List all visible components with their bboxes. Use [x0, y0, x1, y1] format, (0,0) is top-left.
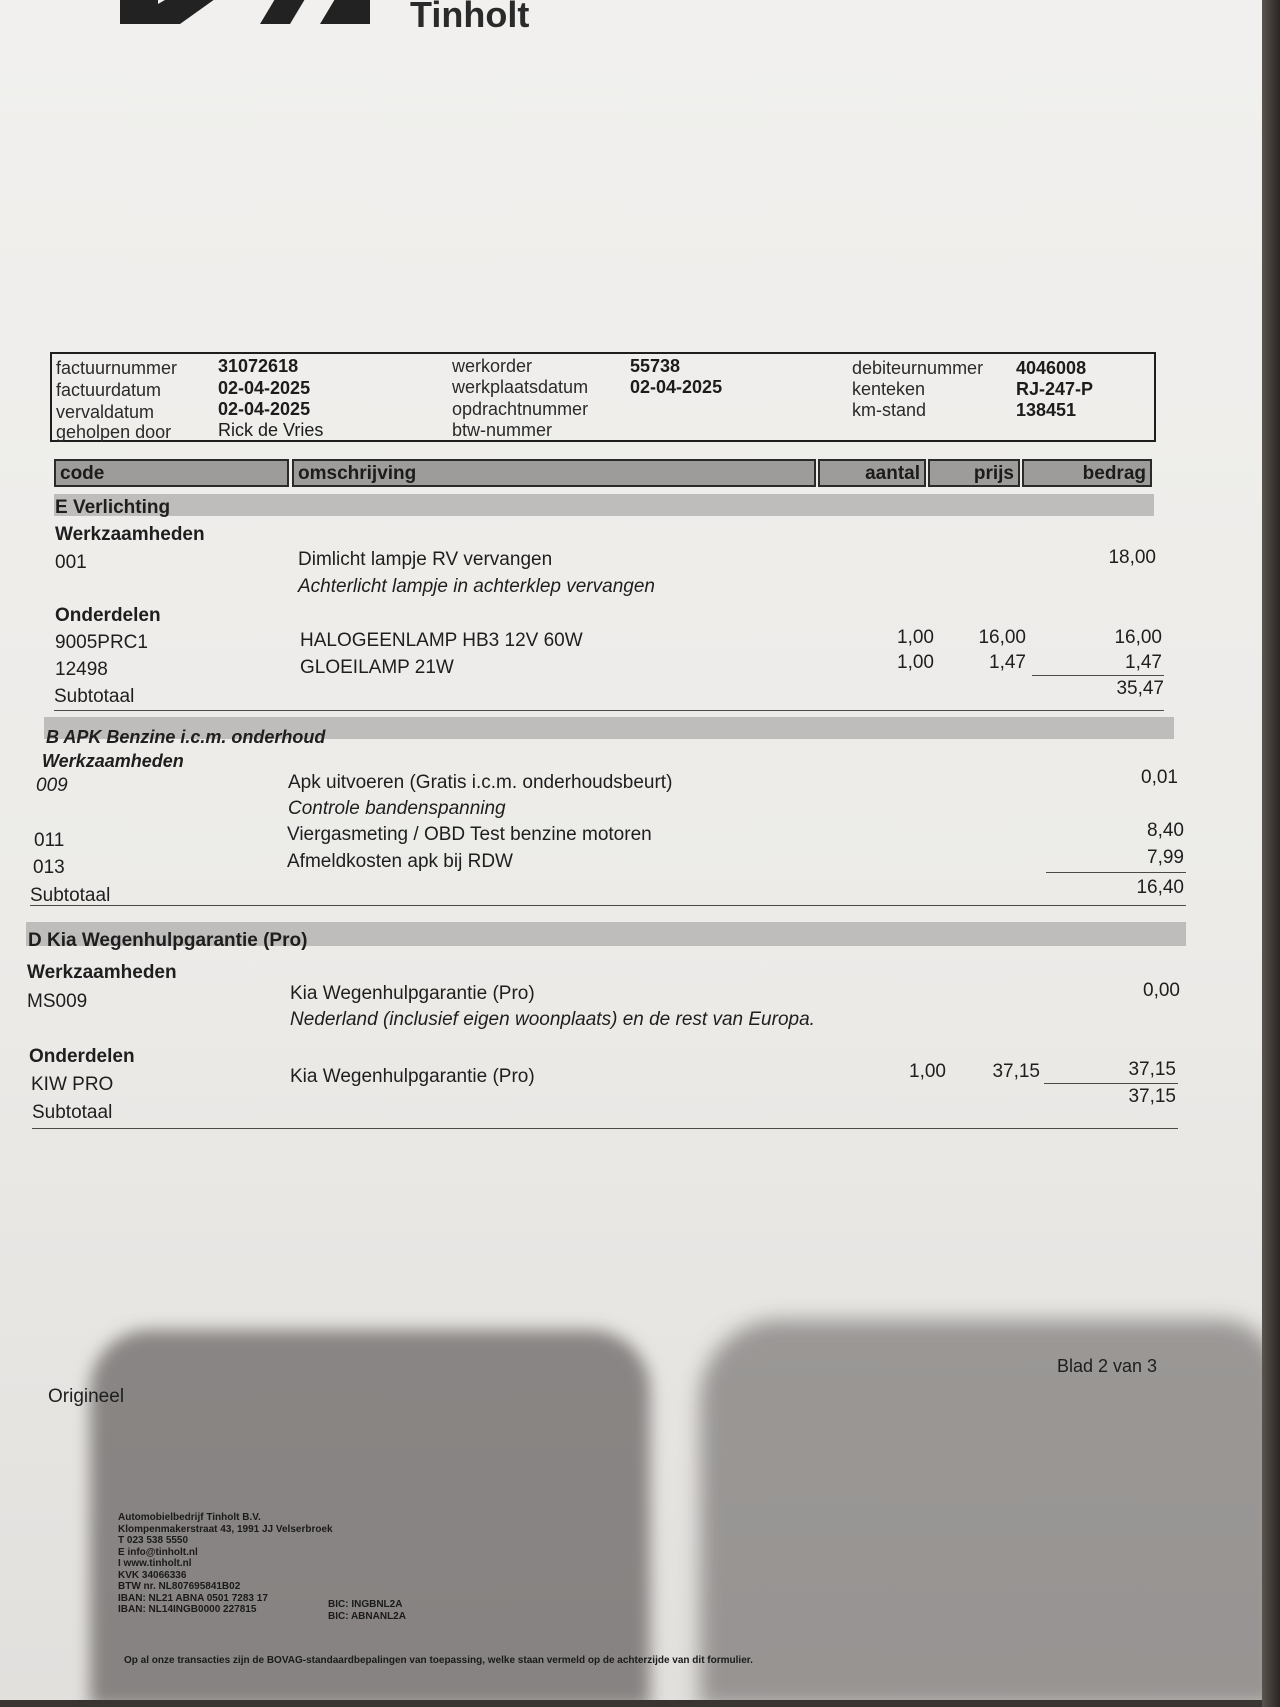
value-kenteken: RJ-247-P: [1016, 379, 1094, 399]
section-divider: [54, 710, 1164, 711]
part-description: Kia Wegenhulpgarantie (Pro): [290, 1066, 535, 1087]
part-aantal: 1,00: [897, 627, 934, 648]
subtotaal-value: 16,40: [1136, 877, 1184, 898]
part-code: KIW PRO: [31, 1074, 114, 1095]
werkzaamheden-label: Werkzaamheden: [42, 751, 184, 771]
work-amount: 8,40: [1147, 820, 1184, 841]
work-code: MS009: [27, 991, 88, 1012]
section-divider: [30, 905, 1186, 906]
col-bedrag: bedrag: [1022, 459, 1152, 487]
company-line: BTW nr. NL807695841B02: [118, 1581, 241, 1592]
company-line: Automobielbedrijf Tinholt B.V.: [118, 1512, 261, 1523]
sum-line: [1044, 1083, 1178, 1084]
label-factuurdatum: factuurdatum: [56, 380, 162, 400]
part-description: HALOGEENLAMP HB3 12V 60W: [300, 630, 583, 651]
company-line: IBAN: NL14INGB0000 227815: [118, 1604, 257, 1615]
terms-text: Op al onze transacties zijn de BOVAG-standaardbepalingen van toepassing, welke staan vermeld op de achterzijde van dit formulier.: [124, 1655, 753, 1666]
part-bedrag: 1,47: [1125, 652, 1162, 673]
page-number: Blad 2 van 3: [1057, 1356, 1158, 1376]
work-amount: 18,00: [1108, 547, 1156, 568]
werkzaamheden-label: Werkzaamheden: [55, 524, 205, 545]
part-aantal: 1,00: [897, 652, 934, 673]
value-werkorder: 55738: [630, 356, 681, 376]
col-omschrijving: omschrijving: [292, 459, 816, 487]
label-werkorder: werkorder: [452, 356, 533, 376]
work-description: Afmeldkosten apk bij RDW: [287, 851, 513, 872]
value-factuurdatum: 02-04-2025: [218, 378, 311, 398]
label-btw-nummer: btw-nummer: [452, 420, 553, 440]
value-debiteurnummer: 4046008: [1016, 358, 1087, 378]
subtotaal-label: Subtotaal: [32, 1102, 113, 1123]
company-line: KVK 34066336: [118, 1569, 187, 1581]
col-aantal: aantal: [818, 459, 926, 487]
label-geholpen-door: geholpen door: [56, 422, 172, 442]
col-prijs: prijs: [928, 459, 1020, 487]
part-prijs: 37,15: [992, 1061, 1040, 1082]
col-code: code: [54, 459, 289, 487]
bic-line: BIC: INGBNL2A: [328, 1599, 403, 1610]
section-title: D Kia Wegenhulpgarantie (Pro): [28, 930, 308, 951]
part-bedrag: 16,00: [1114, 627, 1162, 648]
bic-line: BIC: ABNANL2A: [328, 1610, 406, 1622]
subtotaal-label: Subtotaal: [30, 885, 111, 906]
work-amount: 7,99: [1147, 847, 1184, 868]
value-vervaldatum: 02-04-2025: [218, 399, 311, 419]
werkzaamheden-label: Werkzaamheden: [27, 962, 177, 983]
work-description: Achterlicht lampje in achterklep vervangen: [298, 576, 655, 597]
work-code: 001: [55, 552, 87, 573]
work-amount: 0,01: [1141, 767, 1178, 788]
part-description: GLOEILAMP 21W: [300, 657, 454, 678]
background-edge: [1262, 0, 1280, 1707]
work-description: Nederland (inclusief eigen woonplaats) en de rest van Europa.: [290, 1009, 815, 1030]
work-amount: 0,00: [1143, 980, 1180, 1001]
sum-line: [1046, 872, 1186, 873]
section-bar: [54, 494, 1154, 516]
work-description: Controle bandenspanning: [288, 798, 506, 819]
value-geholpen-door: Rick de Vries: [218, 420, 324, 440]
onderdelen-label: Onderdelen: [55, 605, 161, 626]
work-description: Viergasmeting / OBD Test benzine motoren: [287, 824, 652, 845]
part-prijs: 1,47: [989, 652, 1026, 673]
company-line: E info@tinholt.nl: [118, 1546, 198, 1558]
company-info: [118, 1512, 333, 1616]
column-header-bar: [0, 459, 1262, 489]
label-debiteurnummer: debiteurnummer: [852, 358, 984, 378]
part-prijs: 16,00: [978, 627, 1026, 648]
value-werkplaatsdatum: 02-04-2025: [630, 377, 723, 397]
section-divider: [32, 1128, 1178, 1129]
dealer-name: Tinholt: [410, 0, 530, 35]
kia-logo-icon: [120, 0, 370, 26]
invoice-info-box: [50, 352, 1156, 442]
subtotaal-value: 37,15: [1128, 1086, 1176, 1107]
label-km-stand: km-stand: [852, 400, 927, 420]
company-line: IBAN: NL21 ABNA 0501 7283 17: [118, 1592, 268, 1604]
photo-shadow: [700, 1320, 1280, 1707]
company-line: Klompenmakerstraat 43, 1991 JJ Velserbroek: [118, 1523, 333, 1535]
part-bedrag: 37,15: [1128, 1059, 1176, 1080]
origineel-label: Origineel: [48, 1386, 125, 1407]
company-line: I www.tinholt.nl: [118, 1558, 192, 1569]
company-line: T 023 538 5550: [118, 1535, 189, 1546]
part-code: 12498: [55, 659, 108, 680]
sum-line: [1032, 675, 1164, 676]
label-factuurnummer: factuurnummer: [56, 358, 178, 378]
value-km-stand: 138451: [1016, 400, 1077, 420]
work-description: Kia Wegenhulpgarantie (Pro): [290, 983, 535, 1004]
label-vervaldatum: vervaldatum: [56, 402, 155, 422]
bic-info: [328, 1599, 406, 1622]
work-code: 009: [36, 775, 68, 796]
work-code: 013: [33, 857, 65, 878]
label-opdrachtnummer: opdrachtnummer: [452, 399, 589, 419]
work-description: Dimlicht lampje RV vervangen: [298, 549, 553, 570]
work-code: 011: [34, 830, 65, 851]
value-factuurnummer: 31072618: [218, 356, 299, 376]
label-werkplaatsdatum: werkplaatsdatum: [452, 377, 589, 397]
work-description: Apk uitvoeren (Gratis i.c.m. onderhoudsbeurt): [288, 772, 673, 793]
part-code: 9005PRC1: [55, 632, 148, 653]
label-kenteken: kenteken: [852, 379, 926, 399]
section-title: E Verlichting: [55, 497, 171, 518]
subtotaal-value: 35,47: [1116, 678, 1164, 699]
onderdelen-label: Onderdelen: [29, 1046, 135, 1067]
part-aantal: 1,00: [909, 1061, 946, 1082]
subtotaal-label: Subtotaal: [54, 686, 135, 707]
section-title: B APK Benzine i.c.m. onderhoud: [46, 727, 326, 747]
